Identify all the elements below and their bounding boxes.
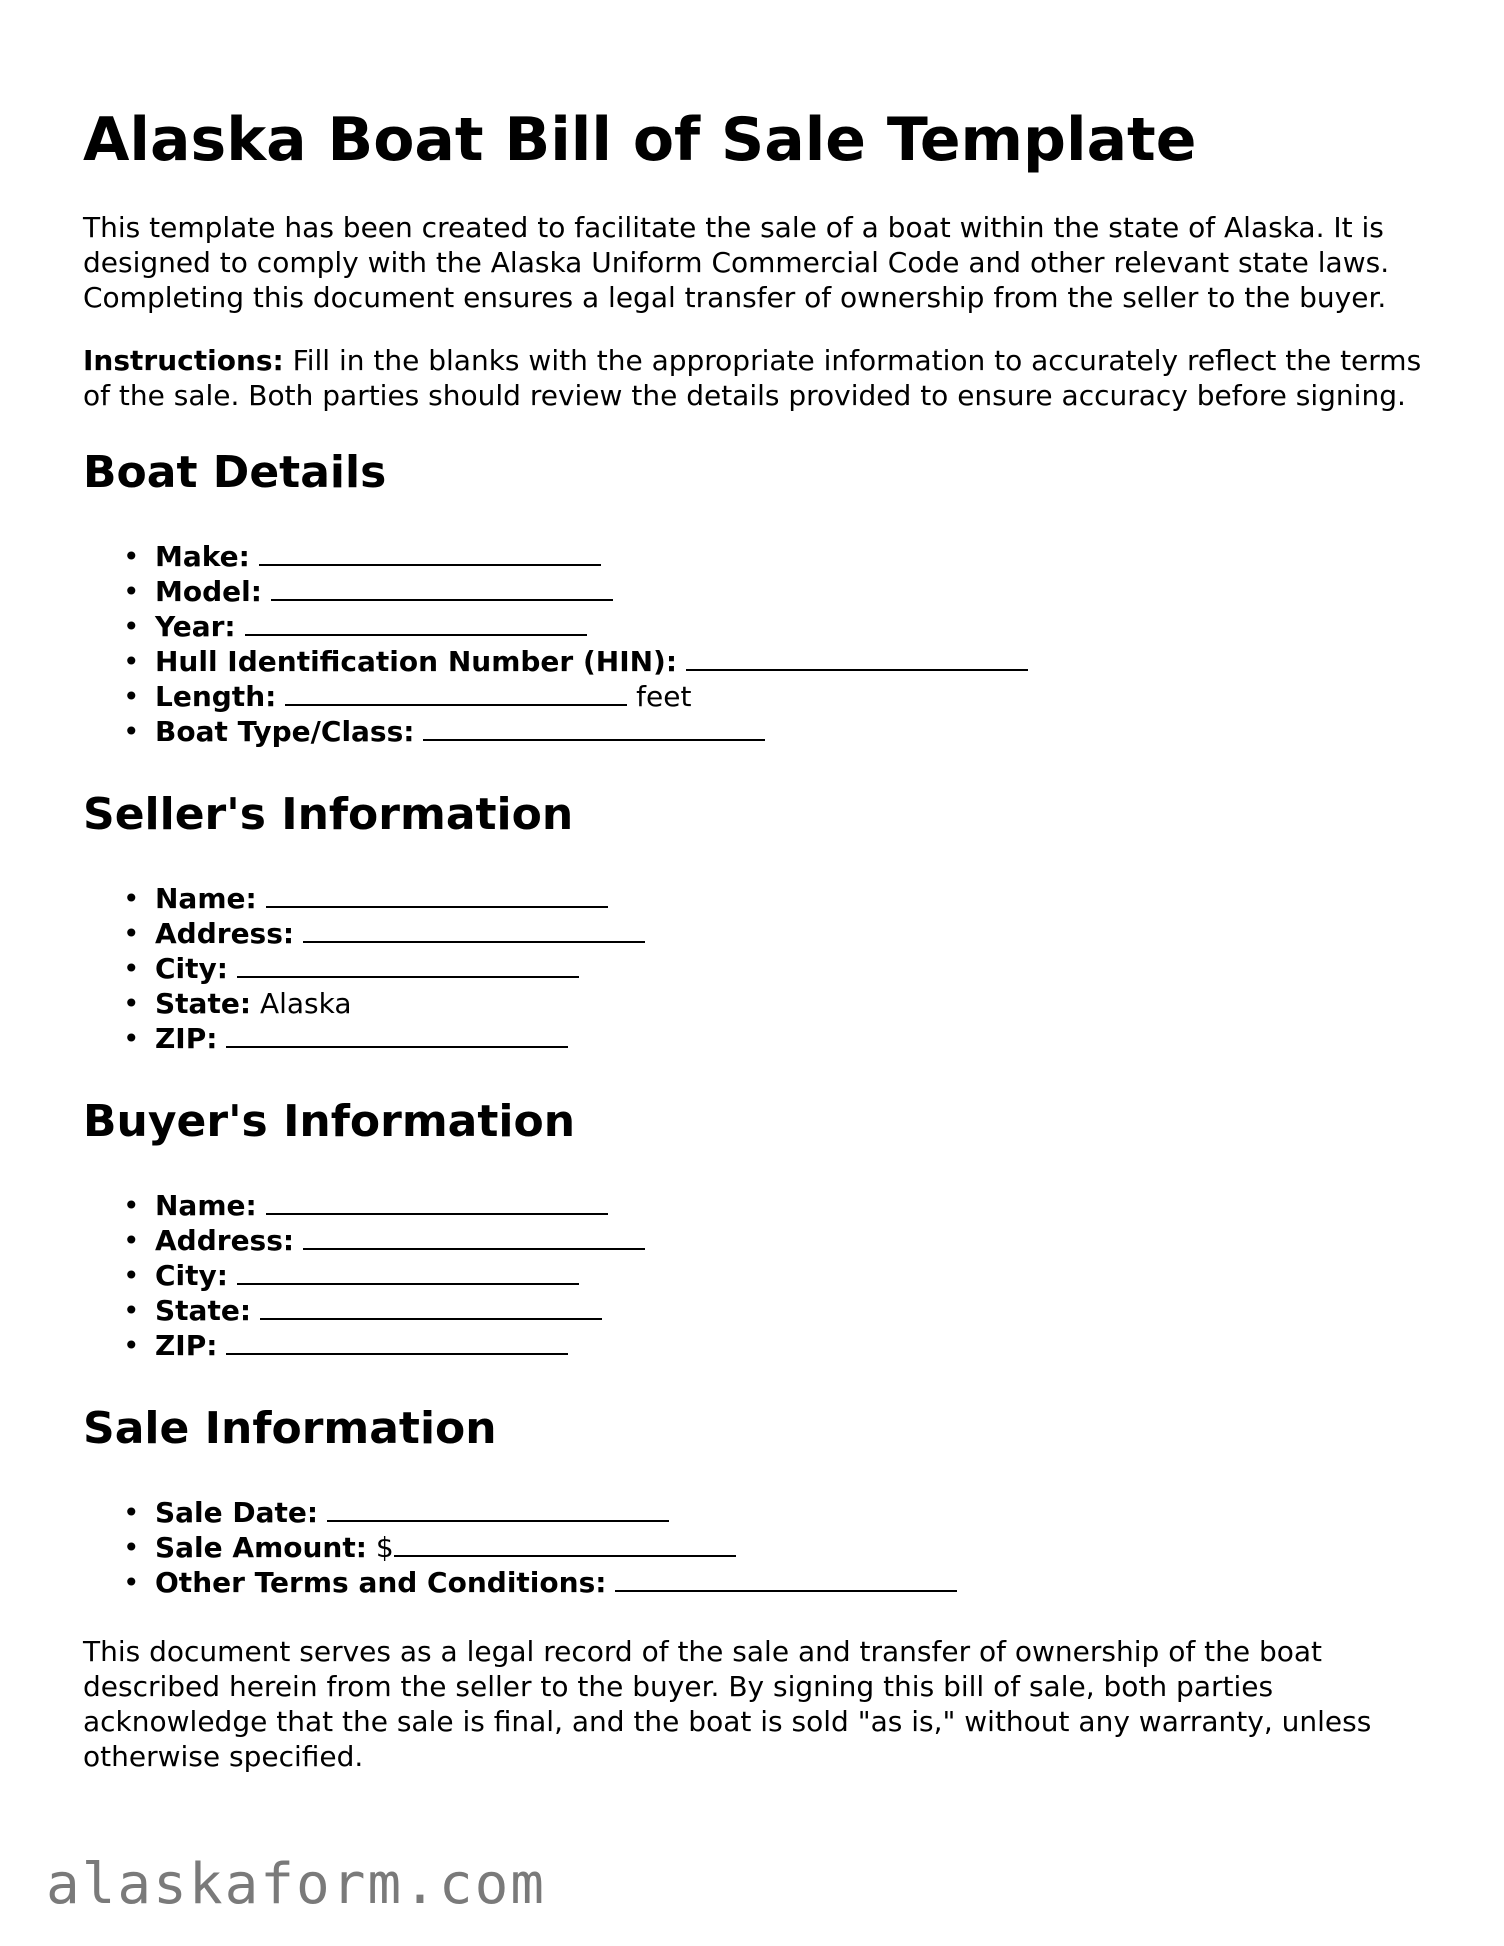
boat-details-heading: Boat Details <box>83 447 387 498</box>
list-item: • Hull Identification Number (HIN): <box>123 644 1423 679</box>
length-field[interactable] <box>285 680 627 706</box>
sale-date-field[interactable] <box>327 1496 669 1522</box>
list-item: • Name: <box>123 1188 1423 1223</box>
buyer-state-label: State: <box>155 1294 252 1327</box>
list-item: • Address: <box>123 916 1423 951</box>
buyer-state-field[interactable] <box>260 1294 602 1320</box>
seller-name-label: Name: <box>155 882 257 915</box>
instructions-paragraph <box>83 343 1423 413</box>
make-label: Make: <box>155 540 250 573</box>
buyer-city-field[interactable] <box>237 1259 579 1285</box>
seller-city-field[interactable] <box>237 952 579 978</box>
page-title: Alaska Boat Bill of Sale Template <box>83 105 1197 175</box>
buyer-address-field[interactable] <box>303 1224 645 1250</box>
seller-state-label: State: <box>155 987 252 1020</box>
hin-field[interactable] <box>686 645 1028 671</box>
list-item: • Sale Date: <box>123 1495 1423 1530</box>
sale-amount-label: Sale Amount: <box>155 1531 367 1564</box>
buyer-zip-label: ZIP: <box>155 1329 218 1362</box>
list-item: • State: <box>123 1293 1423 1328</box>
model-field[interactable] <box>271 575 613 601</box>
seller-list <box>83 881 1423 1056</box>
buyer-city-label: City: <box>155 1259 228 1292</box>
buyer-name-field[interactable] <box>266 1189 608 1215</box>
make-field[interactable] <box>259 540 601 566</box>
instructions-text: Fill in the blanks with the appropriate information to accurately reflect the terms of the sale. Both parties should review the details provided to ensure accuracy before signing. <box>83 344 1422 412</box>
buyer-list <box>83 1188 1423 1363</box>
list-item: • Name: <box>123 881 1423 916</box>
year-field[interactable] <box>245 610 587 636</box>
seller-heading: Seller's Information <box>83 789 574 840</box>
watermark-logo: alaskaform.com <box>46 1852 547 1917</box>
seller-address-label: Address: <box>155 917 295 950</box>
sale-list <box>83 1495 1423 1600</box>
list-item: • Other Terms and Conditions: <box>123 1565 1423 1600</box>
seller-zip-field[interactable] <box>226 1022 568 1048</box>
list-item: • ZIP: <box>123 1328 1423 1363</box>
intro-paragraph: This template has been created to facilitate the sale of a boat within the state of Alaska. It is designed to comply with the Alaska Uniform Commercial Code and other relevant state laws. Completing this document ensures a legal transfer of ownership from the seller to the buyer. <box>83 211 1390 314</box>
list-item: • Model: <box>123 574 1423 609</box>
list-item: • Make: <box>123 539 1423 574</box>
buyer-name-label: Name: <box>155 1189 257 1222</box>
list-item: • City: <box>123 951 1423 986</box>
buyer-zip-field[interactable] <box>226 1329 568 1355</box>
list-item: • Length: feet <box>123 680 692 713</box>
currency-symbol: $ <box>375 1531 394 1564</box>
list-item: • Sale Amount: $ <box>123 1530 1423 1565</box>
buyer-heading: Buyer's Information <box>83 1096 576 1147</box>
other-terms-field[interactable] <box>615 1566 957 1592</box>
list-item: • Year: <box>123 609 1423 644</box>
closing-paragraph: This document serves as a legal record of the sale and transfer of ownership of the boat described herein from the seller to the buyer. By signing this bill of sale, both parties acknowledge that the sale is final, and the boat is sold "as is," without any warranty, unless otherwise specified. <box>83 1635 1372 1773</box>
buyer-address-label: Address: <box>155 1224 295 1257</box>
list-item: • City: <box>123 1258 1423 1293</box>
boat-type-field[interactable] <box>423 715 765 741</box>
other-terms-label: Other Terms and Conditions: <box>155 1566 607 1599</box>
list-item: • Address: <box>123 1223 1423 1258</box>
length-label: Length: <box>155 680 277 713</box>
seller-name-field[interactable] <box>266 882 608 908</box>
instructions-label: Instructions: <box>83 344 284 377</box>
list-item: • Boat Type/Class: <box>123 714 1423 749</box>
seller-state-value: Alaska <box>259 987 352 1020</box>
boat-details-list <box>83 539 1423 749</box>
list-item: • State: Alaska <box>123 987 352 1020</box>
list-item: • ZIP: <box>123 1021 1423 1056</box>
year-label: Year: <box>155 610 236 643</box>
sale-heading: Sale Information <box>83 1403 497 1454</box>
seller-city-label: City: <box>155 952 228 985</box>
document-page <box>83 100 1423 1802</box>
seller-address-field[interactable] <box>303 917 645 943</box>
sale-date-label: Sale Date: <box>155 1496 319 1529</box>
hin-label: Hull Identification Number (HIN): <box>155 645 678 678</box>
sale-amount-field[interactable] <box>394 1531 736 1557</box>
boat-type-label: Boat Type/Class: <box>155 715 415 748</box>
length-unit: feet <box>636 680 692 713</box>
model-label: Model: <box>155 575 262 608</box>
seller-zip-label: ZIP: <box>155 1022 218 1055</box>
